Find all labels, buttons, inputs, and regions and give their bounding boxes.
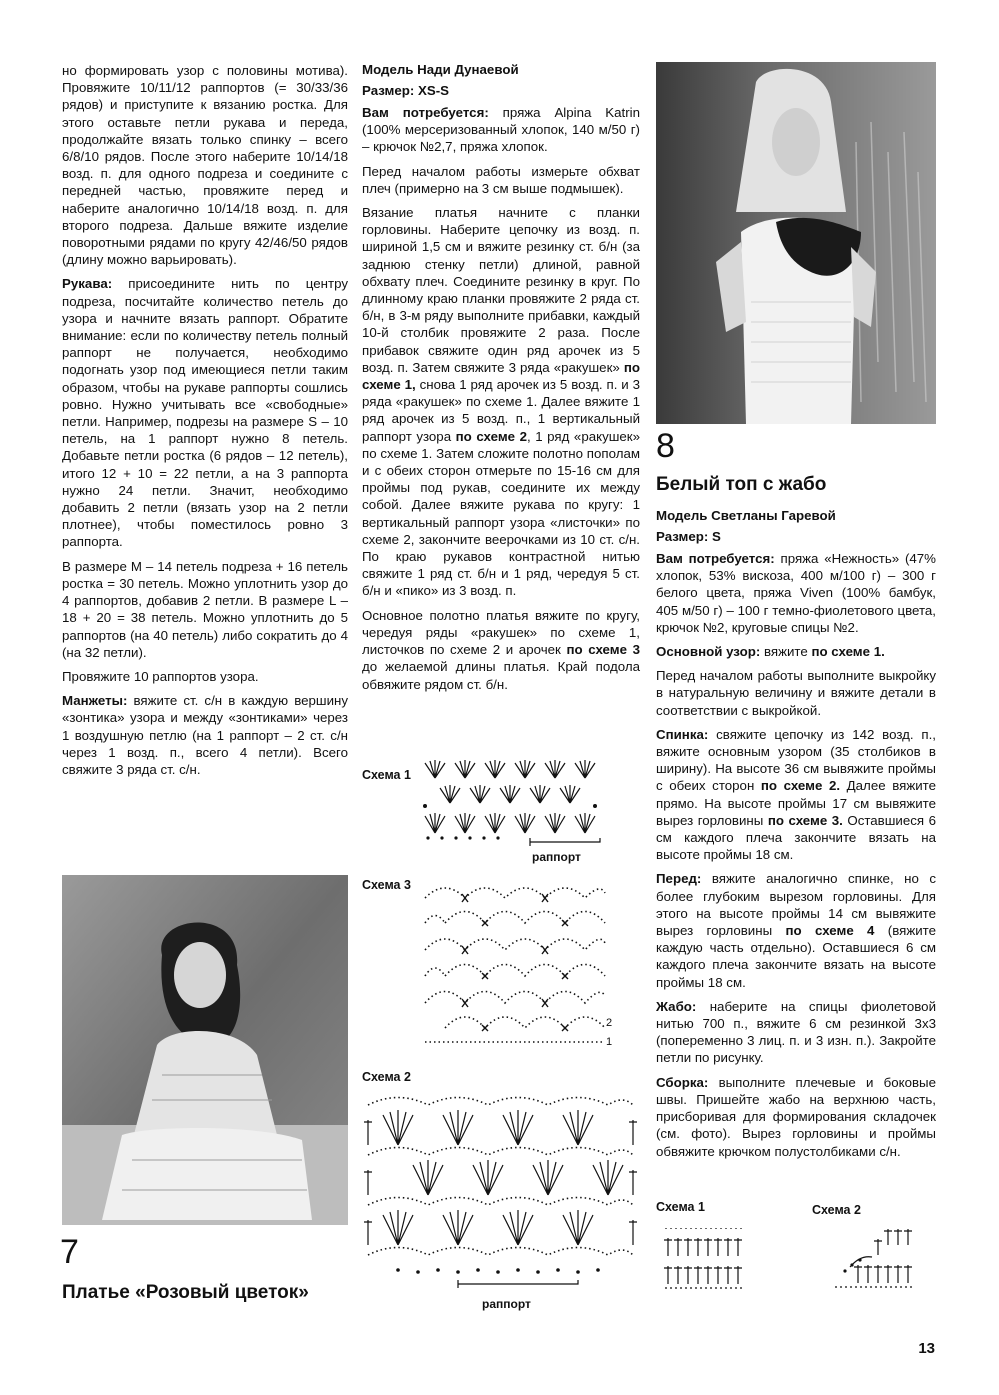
top-scheme-2-label: Схема 2	[812, 1203, 861, 1217]
photo-top-model	[656, 62, 936, 424]
model-name-top: Модель Светланы Гаревой	[656, 508, 836, 523]
scheme-3-row-1: 1	[606, 1036, 613, 1048]
back-text-2: Далее вяжите прямо. На высоте проймы 17 см вывяжите вырез горловины	[656, 778, 936, 828]
paragraph-jabot	[656, 998, 936, 1067]
body-ref: по схеме 3	[566, 642, 640, 658]
paragraph-back	[656, 726, 936, 864]
scheme-1-rapport-label: раппорт	[532, 850, 581, 864]
materials-text: пряжа Alpina Katrin (100% мерсеризованный хлопок, 140 м/50 г) – крючок №2,7, пряжа хлопок.	[362, 105, 641, 155]
scheme-3-label: Схема 3	[362, 878, 411, 892]
paragraph-front	[656, 870, 936, 990]
jabot-text: наберите на спицы фиолетовой нитью 700 п., вяжите 6 см резинкой 3х3 (попеременно 3 лиц. п. и 3 изн. п.). Закройте петли по рисунку.	[656, 998, 936, 1066]
materials-top	[656, 550, 936, 636]
cuffs-text: вяжите ст. с/н в каждую вершину «зонтика» узора и между «зонтиками» через 1 воздушную петлю (на 1 раппорт – 2 ст. с/н через 1 возд. п., всего 4 петли). Всего свяжите 3 ряда ст. с/н.	[62, 693, 348, 777]
neckband-text-3: , 1 ряд «ракушек» по схеме 1. Затем сложите полотно пополам и с обеих сторон отмерьте по 15-16 см для проймы под рукав, соедините их между собой. Далее вяжите рукава по кругу: 1 вертикальный раппорт узора «листочки» по схеме 2, закончите веерочками из 10 ст. с/н. По краю рукавов контрастной нитью свяжите 1 ряд ст. б/н и 1 ряд, чередуя 5 ст. б/н и «пико» из 3 возд. п.	[362, 428, 640, 599]
main-pattern	[656, 643, 936, 660]
front-label: Перед:	[656, 871, 702, 887]
model-name-dress: Модель Нади Дунаевой	[362, 62, 519, 77]
materials-label: Вам потребуется:	[362, 105, 489, 120]
jabot-label: Жабо:	[656, 998, 697, 1014]
scheme-2-rapport-label: раппорт	[482, 1297, 531, 1311]
scheme-2-label: Схема 2	[362, 1070, 411, 1084]
body-text-1: Основное полотно платья вяжите по кругу, чередуя ряды «ракушек» по схеме 1, листочков по схеме 2 и арочек	[362, 607, 640, 658]
paragraph-sleeves	[62, 275, 348, 550]
front-text-1: вяжите аналогично спинке, но с более глубоким вырезом горловины. Для этого на высоте проймы 14 см вывяжите вырез горловины	[656, 871, 936, 939]
back-text-3: Оставшиеся 6 см каждого плеча закончите вязать на высоте проймы 18 см.	[656, 812, 936, 863]
paragraph-measure: Перед началом работы измерьте обхват плеч (примерно на 3 см выше подмышек).	[362, 163, 640, 196]
back-ref-2: по схеме 3.	[767, 812, 843, 828]
main-pattern-label: Основной узор:	[656, 644, 761, 660]
neckband-ref-1: по схеме 1,	[362, 359, 640, 393]
top-scheme-1-diagram	[660, 1228, 750, 1290]
page-number: 13	[918, 1340, 935, 1357]
top-scheme-2-diagram	[830, 1225, 920, 1290]
item-7-number: 7	[60, 1233, 79, 1271]
neckband-text-1: Вязание платья начните с планки горловины. Наберите цепочку из возд. п. шириной 1,5 см и вяжите резинку ст. б/н (за заднюю стенку петли) длиной, равной обхвату плеч. Соедините резинку в круг. По длинному краю планки провяжите 2 ряда ст. б/н, в 3-м ряду выполните прибавки, каждый 10-й столбик провяжите 2 раза. После прибавок свяжите один ряд арочек из 5 возд. п. Затем свяжите 3 ряда «ракушек»	[362, 205, 640, 375]
back-label: Спинка:	[656, 726, 709, 742]
paragraph-neckband	[362, 204, 640, 600]
body-text-2: до желаемой длины платья. Край подола обвяжите рядом ст. б/н.	[362, 659, 640, 692]
paragraph-rapports: Провяжите 10 раппортов узора.	[62, 668, 259, 684]
front-text-2: (вяжите каждую часть отдельно). Оставшиеся 6 см каждого плеча закончите вязать на высоте проймы 18 см.	[656, 923, 936, 990]
paragraph-size-ml: В размере M – 14 петель подреза + 16 петель ростка = 30 петель. Можно уплотнить узор до 4 раппортов, добавив 2 петли. В размере L – 18 + 20 = 38 петель. Можно уплотнить до 5 раппортов (на 40 петель) либо сократить до 4 (на 32 петли).	[62, 558, 348, 660]
back-text-1: свяжите цепочку из 142 возд. п., вяжите основным узором (35 столбиков в ширину). На высоте 36 см вывяжите проймы с обеих сторон	[656, 726, 936, 794]
paragraph-pattern-prep: Перед началом работы выполните выкройку в натуральную величину и вяжите детали в соответствии с выкройкой.	[656, 668, 936, 718]
materials-top-text: пряжа «Нежность» (47% хлопок, 53% вискоза, 400 м/100 г) – 300 г белого цвета, пряжа Viven (100% бамбук, 405 м/50 г) – 100 г темно-фиолетового цвета, крючок №2, круговые спицы №2.	[656, 551, 936, 635]
cuffs-label: Манжеты:	[62, 693, 128, 709]
column-left	[62, 62, 348, 785]
paragraph-growth: но формировать узор с половины мотива). Провяжите 10/11/12 раппортов (= 30/33/36 рядов) и приступите к вязанию ростка. Для этого оставьте петли рукава и переда, продолжайте вязать только спинку – всего 6/8/10 рядов. После этого наберите 10/14/18 возд. п. для одного подреза и соедините с передней частью, провяжите перед и наберите аналогично 10/14/18 возд. п. для второго подреза. Дальше вяжите изделие поворотными рядами по кругу 42/46/50 рядов (длину можно варьировать).	[62, 63, 348, 268]
item-7-title: Платье «Розовый цветок»	[62, 1282, 309, 1303]
sleeves-label: Рукава:	[62, 276, 113, 292]
item-8-number: 8	[656, 427, 675, 465]
scheme-1-label: Схема 1	[362, 768, 411, 782]
column-middle	[362, 62, 640, 700]
scheme-1-diagram	[420, 758, 610, 863]
neckband-text-2: снова 1 ряд арочек из 5 возд. п. и 3 ряда «ракушек» по схеме 1. Далее вяжите 1 ряд арочек из 5 возд. п., 1 вертикальный раппорт узора	[362, 377, 640, 444]
paragraph-assembly	[656, 1074, 936, 1160]
main-pattern-text: вяжите	[760, 644, 812, 660]
size-top: Размер: S	[656, 529, 721, 544]
scheme-2-diagram	[358, 1090, 640, 1300]
materials-dress	[362, 104, 640, 156]
scheme-3-diagram	[420, 878, 613, 1050]
paragraph-cuffs	[62, 692, 348, 778]
top-scheme-1-label: Схема 1	[656, 1200, 705, 1214]
paragraph-main-body	[362, 607, 640, 693]
materials-top-label: Вам потребуется:	[656, 551, 775, 566]
item-8-title: Белый топ с жабо	[656, 474, 827, 495]
assembly-label: Сборка:	[656, 1074, 709, 1090]
size-dress: Размер: XS-S	[362, 83, 450, 98]
assembly-text: выполните плечевые и боковые швы. Пришейте жабо на верхнюю часть, присборивая для формирования складочек (см. фото). Вырез горловины и проймы обвяжите крючком полустолбиками с/н.	[656, 1074, 936, 1159]
sleeves-text: присоедините нить по центру подреза, посчитайте количество петель до узора и начните вязать раппорт. Обратите внимание: если по количеству петель полный раппорт не получается, необходимо подогнать узор под имеющиеся петли таким образом, чтобы на рукаве раппорты сошлись ровно. Нужно учитывать все «свободные» петли. Например, подрезы на размере S – 10 петель, на 1 раппорт нужно 8 петель. Добавьте петли ростка (6 рядов – 12 петель), итого 12 + 10 = 22 петли, а на 3 раппорта нужно 24 петли. Значит, необходимо добавить 2 петли (вязать узор на 2 петли плотнее), чтобы поместилось ровно 3 раппорта.	[62, 276, 348, 550]
photo-dress-model	[62, 875, 348, 1225]
main-pattern-ref: по схеме 1.	[811, 644, 885, 660]
column-right	[656, 508, 936, 1167]
back-ref-1: по схеме 2.	[760, 778, 841, 794]
scheme-3-row-2: 2	[606, 1017, 613, 1029]
neckband-ref-2: по схеме 2	[455, 428, 528, 444]
front-ref: по схеме 4	[785, 923, 875, 939]
